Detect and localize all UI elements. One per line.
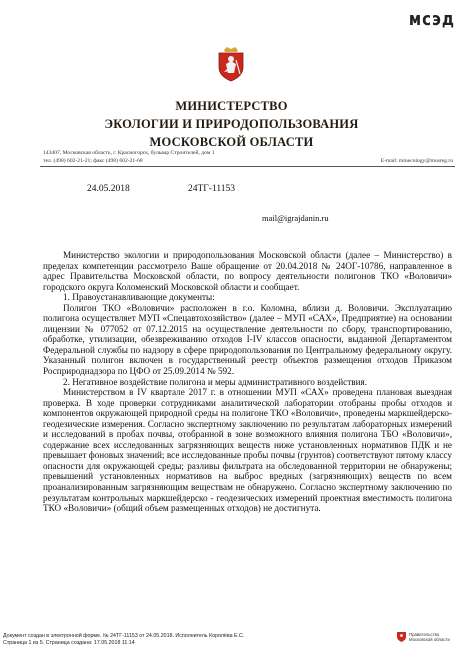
letter-body [43, 250, 452, 514]
letter-number: 24ТГ-11153 [188, 184, 236, 194]
footer-line-2: Страница 1 из 5. Страница создана: 17.05.2018 11:14 [3, 639, 135, 646]
paragraph-inspection: Министерством в IV квартале 2017 г. в отношении МУП «САХ» проведена плановая выездная проверка. В ходе проверки сотрудниками аналитической лаборатории отобраны пробы отходов и компонентов окружающей природной среды на полигоне ТКО «Воловичи», проведены маркшейдерско-геодезические измерения. Согласно экспертному заключению по результатам лабораторных измерений и исследований в пробах почвы, отобранной в зоне возможного влияния полигона ТБО «Воловичи», содержание всех исследованных загрязняющих веществ ниже установленных нормативов ПДК и не превышает фоновых значений; все исследованные пробы почвы (грунтов) соответствуют пятому классу опасности для окружающей среды; разливы фильтрата на обследованной территории не обнаружены; превышений установленных нормативов на выброс вредных (загрязняющих) веществ по всем проанализированным загрязняющим веществам не обнаружено. Согласно экспертному заключению по результатам контрольных маркшейдерско - геодезических измерений проектная вместимость полигона ТКО «Воловичи» (общий объем размещенных отходов) не достигнута. [43, 387, 452, 514]
ministry-line-1: МИНИСТЕРСТВО [175, 99, 288, 113]
mini-coat-of-arms-icon [397, 631, 406, 642]
paragraph-intro: Министерство экологии и природопользования Московской области (далее – Министерство) в пределах компетенции рассмотрело Ваше обращение от 20.04.2018 № 24ОГ-10786, направленное в адрес Правительства Московской области, по вопросу деятельности полигонов ТКО «Воловичи» городского округа Коломенский Московской области и сообщает. [43, 250, 452, 292]
footer-line-1: Документ создан в электронной форме. № 24ТГ-11153 от 24.05.2018. Исполнитель Королёва Е.С. [3, 633, 245, 639]
header-divider [40, 166, 455, 167]
section-heading-1: 1. Правоустанавливающие документы: [63, 292, 215, 303]
government-logo-text: Правительство Московской области [409, 631, 450, 642]
paragraph-documents: Полигон ТКО «Воловичи» расположен в г.о. Коломна, вблизи д. Воловичи. Эксплуатацию полигона осуществляет МУП «Спецавтохозяйство» (далее – МУП «САХ», Предприятие) на основании лицензии № 077052 от 07.12.2015 на осуществление деятельности по сбору, транспортированию, обработке, утилизации, обезвреживанию отходов I-IV классов опасности, выданной Департаментом Федеральной службы по надзору в сфере природопользования по Центральному федеральному округу. Указанный полигон включен в государственный реестр объектов размещения отходов Приказом Росприроднадзора по ЦФО от 25.09.2014 № 592. [43, 302, 452, 377]
coat-of-arms-icon [217, 46, 245, 82]
ministry-name [0, 97, 463, 151]
ministry-email: E-mail: minecology@mosreg.ru [380, 158, 453, 164]
recipient-email: mail@igrajdanin.ru [262, 213, 329, 223]
government-logo [397, 631, 453, 642]
ministry-address: 143407, Московская область, г. Красногорск, бульвар Строителей, дом 1 [43, 150, 215, 156]
msed-stamp: мсэд [408, 8, 455, 30]
ministry-phone: тел. (498) 602-21-21; факс (498) 602-21-68 [43, 158, 143, 164]
document-footer [3, 633, 383, 646]
section-heading-2: 2. Негативное воздействие полигона и меры административного воздействия. [63, 376, 368, 387]
ministry-line-3: МОСКОВСКОЙ ОБЛАСТИ [149, 135, 314, 149]
ministry-contacts [43, 149, 453, 165]
letter-date: 24.05.2018 [87, 184, 130, 194]
ministry-line-2: ЭКОЛОГИИ И ПРИРОДОПОЛЬЗОВАНИЯ [104, 117, 359, 131]
